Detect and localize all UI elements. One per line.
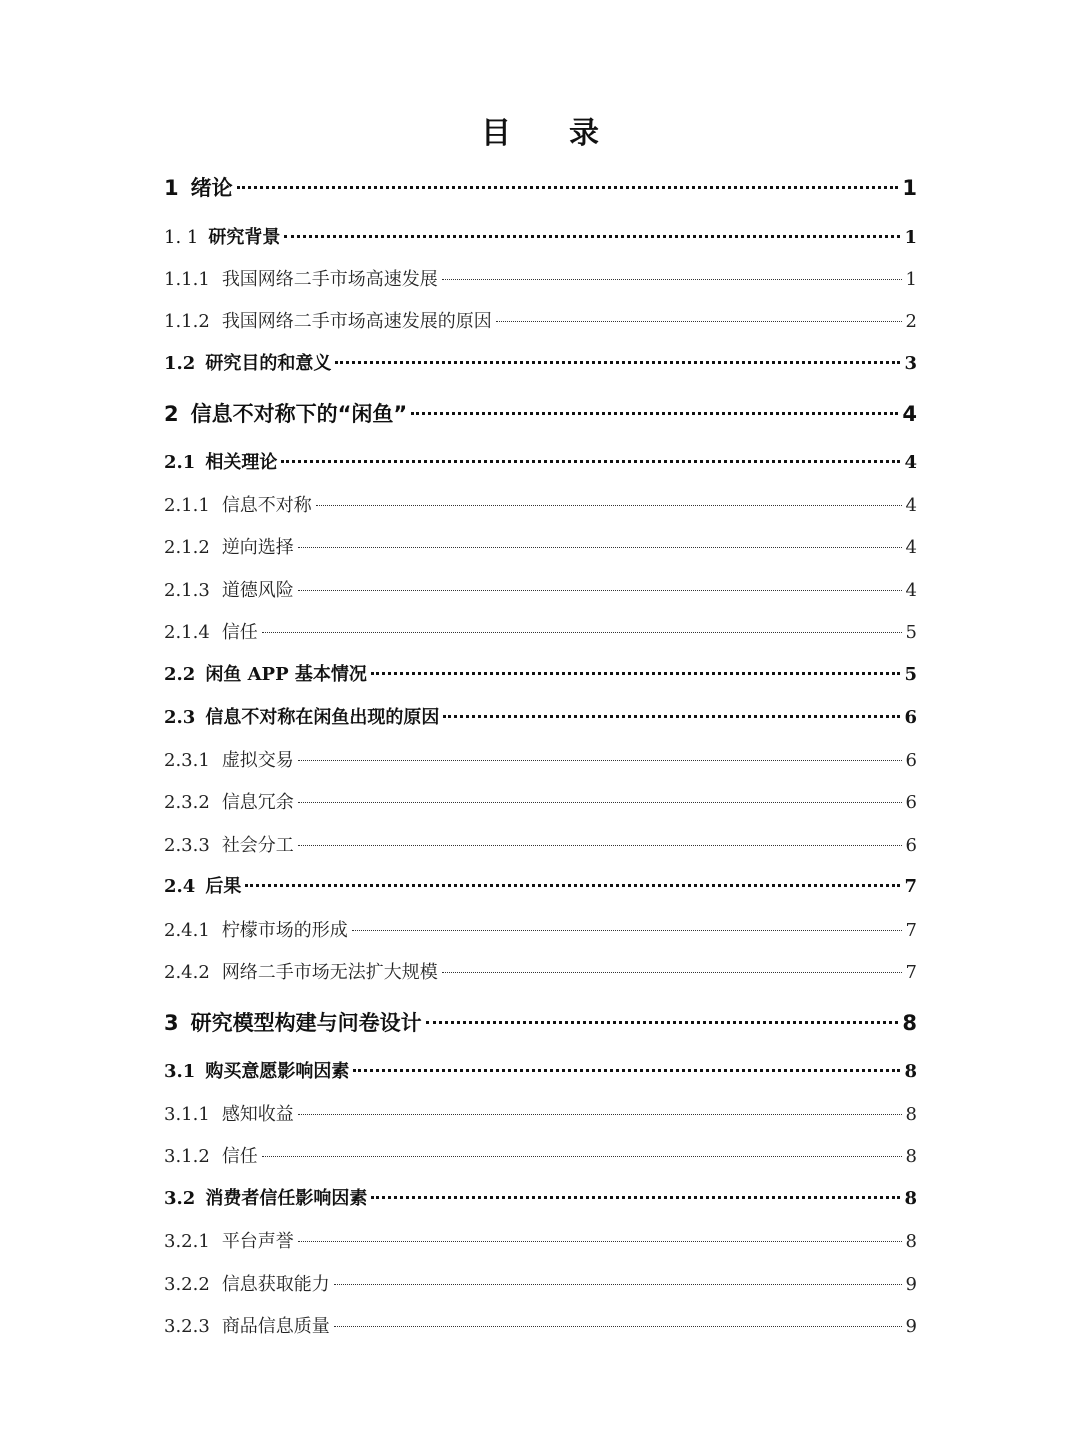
toc-entry-title: 感知收益 xyxy=(221,1104,294,1125)
toc-entry-page: 6 xyxy=(904,707,917,728)
toc-entry-title: 研究背景 xyxy=(208,227,281,248)
toc-entry-title: 闲鱼 APP 基本情况 xyxy=(205,664,367,685)
dot-leader xyxy=(298,802,902,803)
toc-entry[interactable] xyxy=(164,788,917,818)
dot-leader xyxy=(298,547,902,548)
toc-entry-page: 7 xyxy=(905,962,917,983)
toc-entry-page: 5 xyxy=(904,664,917,685)
toc-entry-page: 1 xyxy=(905,269,917,290)
toc-entry-title: 逆向选择 xyxy=(221,537,294,558)
toc-entry-page: 4 xyxy=(905,580,917,601)
toc-entry[interactable] xyxy=(164,703,917,733)
toc-entry-title: 消费者信任影响因素 xyxy=(205,1188,368,1209)
toc-entry[interactable] xyxy=(164,958,917,988)
toc-entry[interactable] xyxy=(164,1007,917,1037)
toc-entry-number: 1. 1 xyxy=(164,227,199,248)
toc-entry[interactable] xyxy=(164,223,917,253)
toc-entry-page: 8 xyxy=(904,1061,917,1082)
toc-entry-title: 信息冗余 xyxy=(221,792,294,813)
title-char-1: 目 xyxy=(481,116,511,151)
toc-entry[interactable] xyxy=(164,265,917,295)
toc-entry-title: 我国网络二手市场高速发展的原因 xyxy=(221,311,492,332)
toc-entry-number: 2.3 xyxy=(164,707,196,728)
toc-entry-title: 信息获取能力 xyxy=(221,1274,330,1295)
toc-entry-number: 2 xyxy=(164,402,179,426)
toc-entry-page: 4 xyxy=(905,537,917,558)
toc-entry[interactable] xyxy=(164,349,917,379)
toc-entry-title: 我国网络二手市场高速发展 xyxy=(221,269,438,290)
dot-leader xyxy=(245,884,900,887)
toc-entry-title: 信任 xyxy=(221,622,258,643)
toc-entry-page: 9 xyxy=(905,1274,917,1295)
toc-entry-number: 2.1 xyxy=(164,452,196,473)
toc-entry[interactable] xyxy=(164,1312,917,1342)
toc-entry[interactable] xyxy=(164,576,917,606)
toc-entry-title: 信息不对称下的“闲鱼” xyxy=(190,402,408,426)
toc-entry-number: 2.1.3 xyxy=(164,580,210,601)
dot-leader xyxy=(298,590,902,591)
toc-entry-page: 8 xyxy=(904,1188,917,1209)
dot-leader xyxy=(298,760,902,761)
toc-entry-number: 3.2.3 xyxy=(164,1316,210,1337)
toc-entry-number: 3.1.1 xyxy=(164,1104,210,1125)
toc-entry-title: 社会分工 xyxy=(221,835,294,856)
toc-entry-number: 1 xyxy=(164,176,179,200)
dot-leader xyxy=(442,972,902,973)
page-title xyxy=(0,108,1080,152)
dot-leader xyxy=(411,412,898,415)
toc-entry-number: 2.3.1 xyxy=(164,750,210,771)
toc-entry-number: 2.4 xyxy=(164,876,196,897)
toc-entry-page: 8 xyxy=(905,1231,917,1252)
dot-leader xyxy=(496,321,902,322)
toc-entry-number: 2.1.2 xyxy=(164,537,210,558)
dot-leader xyxy=(298,1114,902,1115)
toc-entry[interactable] xyxy=(164,491,917,521)
dot-leader xyxy=(262,1156,902,1157)
toc-entry-title: 购买意愿影响因素 xyxy=(205,1061,350,1082)
dot-leader xyxy=(298,845,902,846)
toc-entry-title: 研究目的和意义 xyxy=(205,353,332,374)
toc-entry[interactable] xyxy=(164,1227,917,1257)
toc-entry-number: 1.1.1 xyxy=(164,269,210,290)
toc-entry-number: 1.1.2 xyxy=(164,311,210,332)
dot-leader xyxy=(298,1241,902,1242)
toc-entry-number: 1.2 xyxy=(164,353,196,374)
toc-entry[interactable] xyxy=(164,916,917,946)
toc-entry-number: 2.3.3 xyxy=(164,835,210,856)
toc-entry-page: 9 xyxy=(905,1316,917,1337)
toc-entry-number: 2.2 xyxy=(164,664,196,685)
toc-entry-page: 4 xyxy=(905,495,917,516)
dot-leader xyxy=(443,715,900,718)
toc-entry-page: 2 xyxy=(905,311,917,332)
toc-entry-page: 1 xyxy=(904,227,917,248)
toc-entry-page: 8 xyxy=(905,1104,917,1125)
toc-entry-number: 3.1.2 xyxy=(164,1146,210,1167)
toc-entry-title: 信任 xyxy=(221,1146,258,1167)
toc-entry-title: 研究模型构建与问卷设计 xyxy=(190,1011,422,1035)
toc-entry-number: 2.3.2 xyxy=(164,792,210,813)
dot-leader xyxy=(353,1069,900,1072)
toc-entry-number: 3.2.2 xyxy=(164,1274,210,1295)
toc-entry-page: 8 xyxy=(902,1011,917,1035)
dot-leader xyxy=(371,1196,900,1199)
toc-entry-page: 4 xyxy=(904,452,917,473)
toc-entry[interactable] xyxy=(164,831,917,861)
toc-entry-title: 道德风险 xyxy=(221,580,294,601)
toc-entry-number: 3 xyxy=(164,1011,179,1035)
toc-entry-number: 3.2.1 xyxy=(164,1231,210,1252)
toc-entry[interactable] xyxy=(164,1184,917,1214)
dot-leader xyxy=(334,1326,902,1327)
toc-entry[interactable] xyxy=(164,172,917,202)
dot-leader xyxy=(334,1284,902,1285)
toc-entry[interactable] xyxy=(164,1142,917,1172)
toc-entry-number: 3.2 xyxy=(164,1188,196,1209)
toc-entry-title: 虚拟交易 xyxy=(221,750,294,771)
toc-entry[interactable] xyxy=(164,1057,917,1087)
dot-leader xyxy=(335,361,900,364)
toc-entry[interactable] xyxy=(164,872,917,902)
title-char-2: 录 xyxy=(569,116,599,151)
toc-entry-title: 后果 xyxy=(205,876,242,897)
toc-entry[interactable] xyxy=(164,746,917,776)
toc-entry-number: 2.4.1 xyxy=(164,920,210,941)
toc-entry-title: 信息不对称在闲鱼出现的原因 xyxy=(205,707,440,728)
toc-entry-page: 5 xyxy=(905,622,917,643)
toc-entry[interactable] xyxy=(164,618,917,648)
dot-leader xyxy=(316,505,902,506)
toc-entry-page: 6 xyxy=(905,792,917,813)
toc-entry-title: 相关理论 xyxy=(205,452,278,473)
toc-entry-title: 网络二手市场无法扩大规模 xyxy=(221,962,438,983)
toc-entry-title: 柠檬市场的形成 xyxy=(221,920,348,941)
dot-leader xyxy=(281,460,900,463)
toc-entry-page: 4 xyxy=(902,402,917,426)
dot-leader xyxy=(262,632,902,633)
toc-entry[interactable] xyxy=(164,1100,917,1130)
toc-entry[interactable] xyxy=(164,660,917,690)
toc-entry-page: 7 xyxy=(904,876,917,897)
toc-entry-page: 3 xyxy=(904,353,917,374)
toc-entry[interactable] xyxy=(164,1270,917,1300)
toc-entry-page: 7 xyxy=(905,920,917,941)
toc-entry-title: 商品信息质量 xyxy=(221,1316,330,1337)
toc-entry-page: 8 xyxy=(905,1146,917,1167)
dot-leader xyxy=(442,279,902,280)
toc-entry[interactable] xyxy=(164,398,917,428)
toc-entry-number: 3.1 xyxy=(164,1061,196,1082)
toc-entry-page: 6 xyxy=(905,750,917,771)
dot-leader xyxy=(284,235,900,238)
toc-entry-title: 信息不对称 xyxy=(221,495,312,516)
toc-entry[interactable] xyxy=(164,533,917,563)
toc-entry[interactable] xyxy=(164,307,917,337)
toc-entry[interactable] xyxy=(164,448,917,478)
dot-leader xyxy=(352,930,902,931)
toc-entry-number: 2.4.2 xyxy=(164,962,210,983)
toc-entry-page: 1 xyxy=(902,176,917,200)
toc-entry-number: 2.1.1 xyxy=(164,495,210,516)
dot-leader xyxy=(371,672,901,675)
toc-entry-number: 2.1.4 xyxy=(164,622,210,643)
toc-entry-title: 平台声誉 xyxy=(221,1231,294,1252)
dot-leader xyxy=(426,1021,899,1024)
dot-leader xyxy=(237,186,899,189)
toc-entry-page: 6 xyxy=(905,835,917,856)
toc-entry-title: 绪论 xyxy=(190,176,233,200)
